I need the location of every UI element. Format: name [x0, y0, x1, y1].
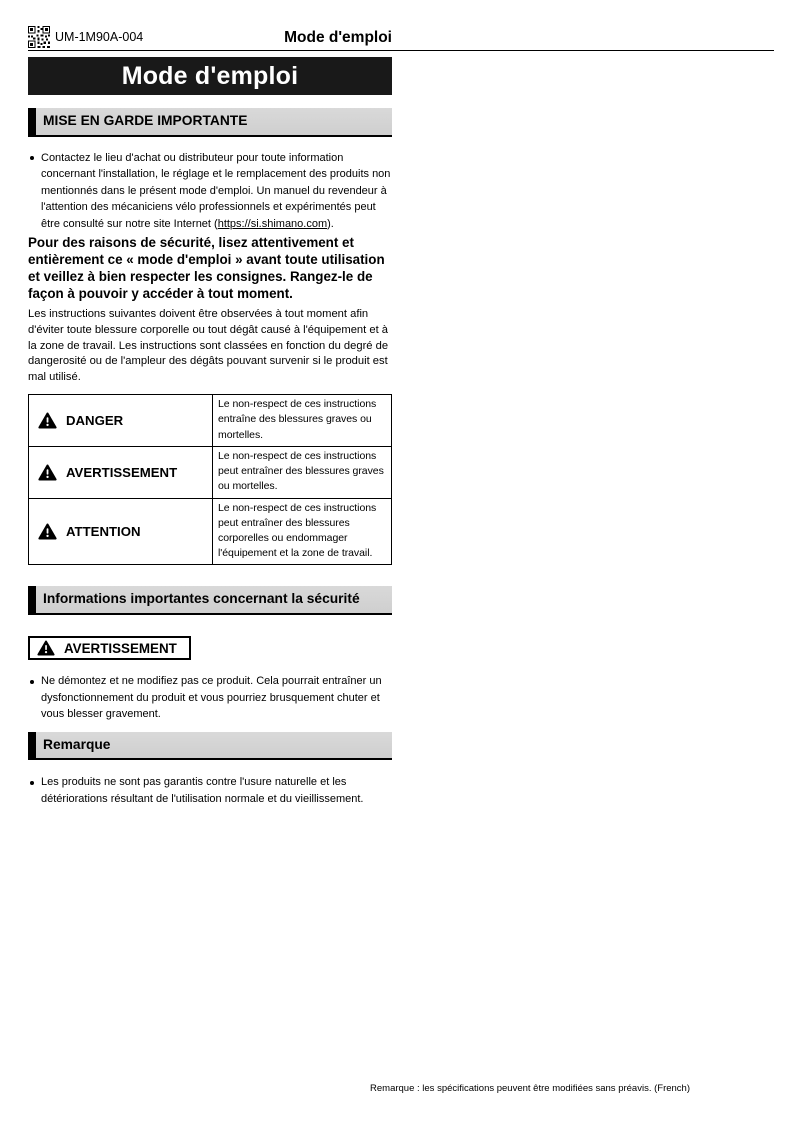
hazard-description-cell: Le non-respect de ces instructions peut entraîner des blessures corporelles ou endommager l'équipement et la zone de travail.	[213, 498, 392, 565]
hazard-label: ATTENTION	[66, 523, 141, 539]
qr-code-icon	[28, 26, 50, 48]
hazard-label-cell	[29, 395, 213, 447]
bullet-item-contact	[30, 150, 392, 233]
hazard-row-avertissement	[29, 446, 392, 498]
bullet-text-before-link: Contactez le lieu d'achat ou distributeur pour toute information concernant l'installation, le réglage et le remplacement des produits non mentionnés dans le présent mode d'emploi. Un manuel du revendeur à l'attention des mécaniciens vélo professionnels et expérimentés peut être consulté sur notre site Internet (	[41, 151, 391, 230]
footer-note: Remarque : les spécifications peuvent être modifiées sans préavis. (French)	[370, 1083, 690, 1094]
bullet-item-no-disassembly: Ne démontez et ne modifiez pas ce produit. Cela pourrait entraîner un dysfonctionnement du produit et vous pourriez brusquement chuter et vous blesser gravement.	[30, 673, 392, 723]
hazard-description-cell: Le non-respect de ces instructions peut entraîner des blessures graves ou mortelles.	[213, 446, 392, 498]
document-id-group	[28, 26, 143, 48]
warning-triangle-icon	[37, 640, 55, 656]
hazard-row-danger	[29, 395, 392, 447]
bullet-text-after-link: ).	[327, 217, 334, 230]
hazard-label-group	[38, 412, 208, 429]
hazard-label: AVERTISSEMENT	[66, 464, 178, 480]
section-header-mise-en-garde	[28, 108, 392, 137]
section-header-informations-securite	[28, 586, 392, 615]
warning-triangle-icon	[38, 523, 57, 540]
section-title: MISE EN GARDE IMPORTANTE	[43, 113, 248, 128]
hazard-row-attention	[29, 498, 392, 565]
hazard-label-cell	[29, 446, 213, 498]
hazard-label-cell	[29, 498, 213, 565]
header-rule	[28, 50, 774, 51]
remark-bullets	[30, 774, 392, 807]
section-title: Remarque	[43, 736, 111, 752]
hazard-label-group	[38, 464, 208, 481]
instructions-intro-paragraph: Les instructions suivantes doivent être observées à tout moment afin d'éviter toute blessure corporelle ou tout dégât causé à l'équipement et à la zone de travail. Les instructions sont classées en fonction du degré de dangerosité ou de l'ampleur des dégâts pouvant survenir si le produit est mal utilisé.	[28, 307, 389, 384]
avertissement-box-label: AVERTISSEMENT	[64, 640, 177, 656]
section-title: Informations importantes concernant la sécurité	[43, 591, 360, 607]
header-title: Mode d'emploi	[284, 29, 392, 46]
bullet-item-warranty: Les produits ne sont pas garantis contre l'usure naturelle et les détériorations résultant de l'utilisation normale et du vieillissement.	[30, 774, 392, 807]
hazard-label: DANGER	[66, 413, 124, 429]
safety-info-bullets	[30, 673, 392, 723]
title-banner	[28, 57, 392, 95]
hazard-label-group	[38, 523, 208, 540]
section-header-remarque	[28, 732, 392, 761]
avertissement-box	[28, 636, 191, 660]
warning-triangle-icon	[38, 464, 57, 481]
hazard-description-cell: Le non-respect de ces instructions entraîne des blessures graves ou mortelles.	[213, 395, 392, 447]
content-column	[28, 57, 392, 807]
safety-instruction-paragraph: Pour des raisons de sécurité, lisez attentivement et entièrement ce « mode d'emploi » avant toute utilisation et veillez à bien respecter les consignes. Rangez-le de façon à pouvoir y accéder à tout moment.	[28, 235, 385, 301]
title-banner-text: Mode d'emploi	[121, 61, 299, 90]
shimano-site-link[interactable]: https://si.shimano.com	[217, 217, 328, 230]
important-warning-bullets	[30, 150, 392, 233]
document-number: UM-1M90A-004	[55, 30, 144, 44]
hazard-level-table	[28, 394, 392, 565]
warning-triangle-icon	[38, 412, 57, 429]
